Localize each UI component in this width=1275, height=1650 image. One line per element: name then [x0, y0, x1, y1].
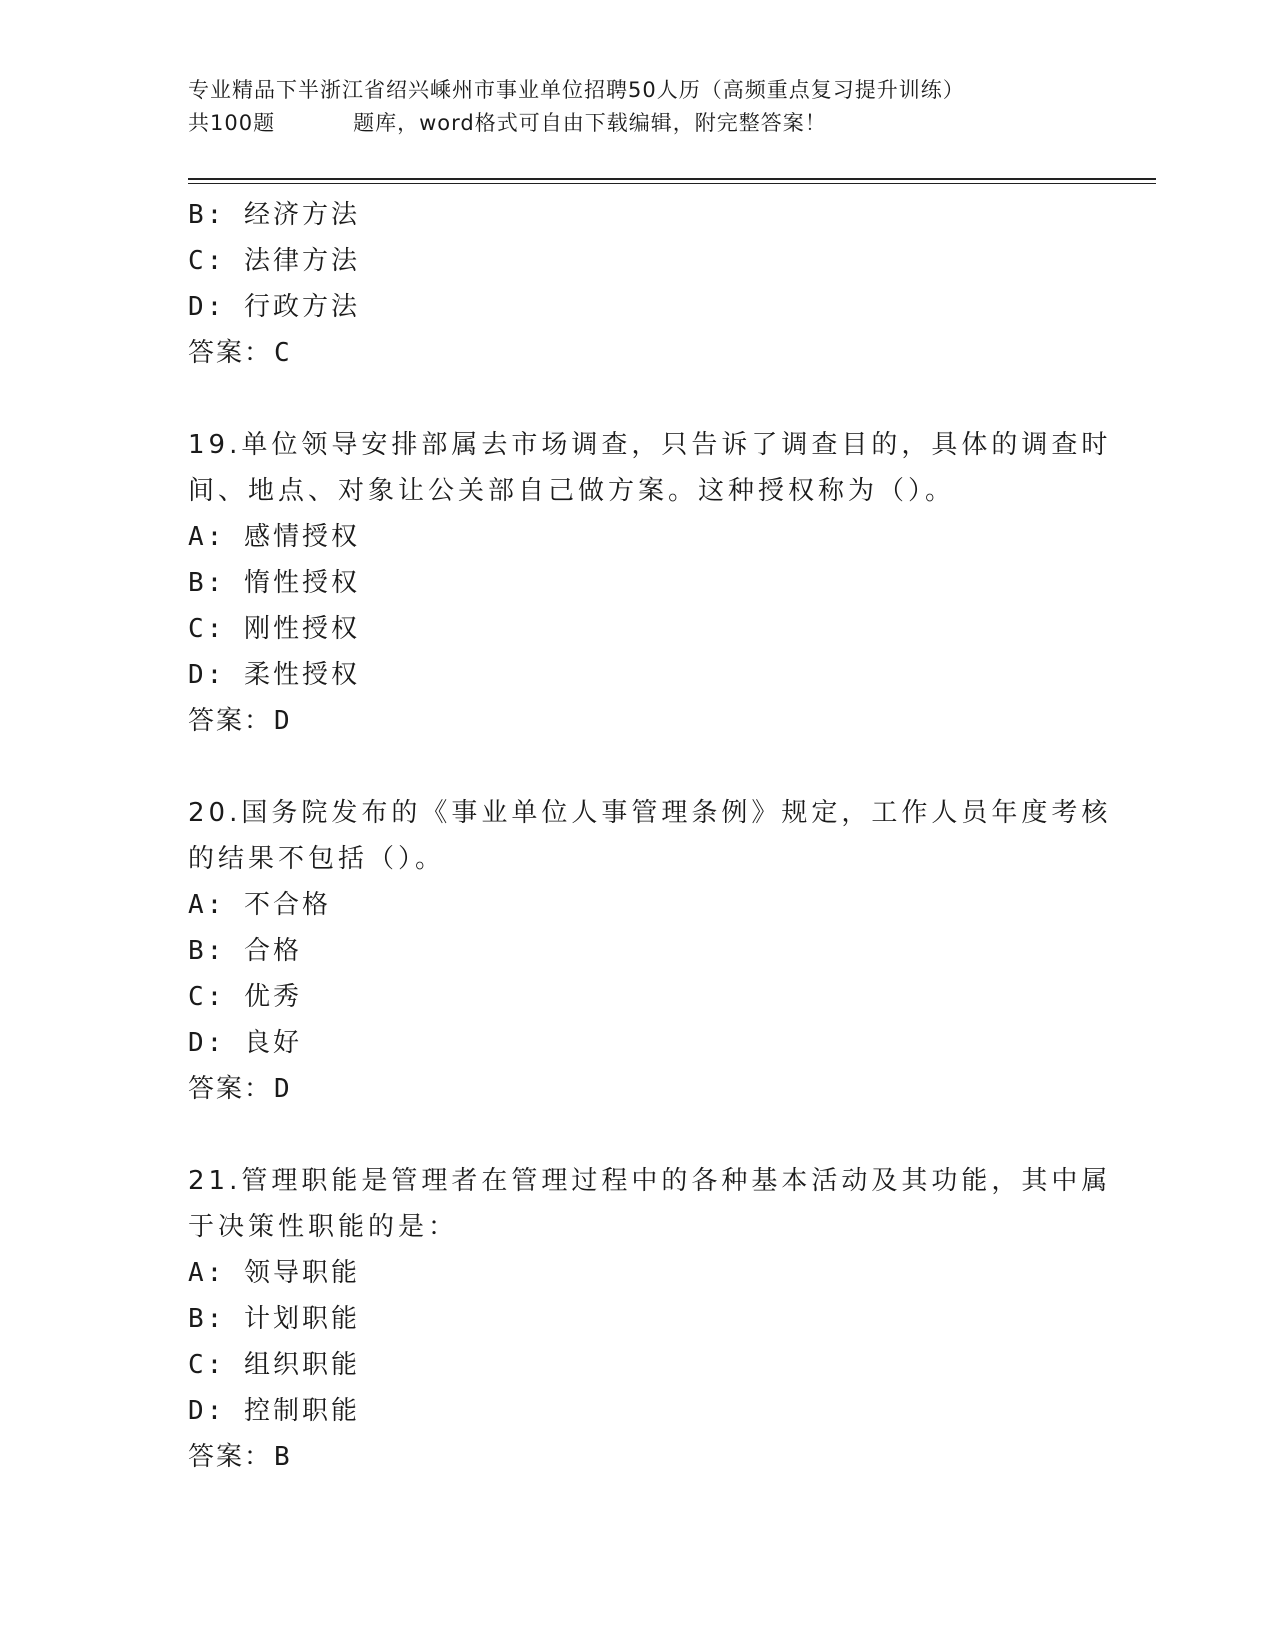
option-text: 柔性授权 — [243, 660, 360, 690]
question-list — [188, 192, 1112, 1480]
option-text: 经济方法 — [243, 200, 360, 230]
question-stem-line: 20.国务院发布的《事业单位人事管理条例》规定，工作人员年度考核 — [188, 798, 1112, 828]
option-line — [188, 1250, 1088, 1296]
option-line — [188, 238, 1088, 284]
answer-value: D — [274, 706, 292, 736]
header-question-count: 共100题 — [188, 111, 276, 135]
question-block-20 — [188, 790, 1112, 1112]
question-block-19 — [188, 422, 1112, 744]
option-line — [188, 1020, 1088, 1066]
option-label: D: — [188, 292, 244, 322]
option-label: C: — [188, 982, 244, 1012]
option-text: 刚性授权 — [243, 614, 360, 644]
option-label: B: — [188, 568, 244, 598]
option-text: 惰性授权 — [243, 568, 360, 598]
option-label: D: — [188, 1396, 244, 1426]
option-line — [188, 192, 1088, 238]
option-label: C: — [188, 614, 244, 644]
option-label: B: — [188, 200, 244, 230]
answer-label: 答案： — [188, 338, 273, 368]
option-text: 控制职能 — [243, 1396, 360, 1426]
question-stem-line: 19.单位领导安排部属去市场调查，只告诉了调查目的，具体的调查时 — [188, 430, 1112, 460]
option-label: A: — [188, 1258, 244, 1288]
option-label: B: — [188, 1304, 244, 1334]
option-label: B: — [188, 936, 244, 966]
option-text: 良好 — [243, 1028, 302, 1058]
answer-line — [188, 698, 1088, 744]
question-spacer — [188, 376, 1088, 422]
option-line — [188, 284, 1088, 330]
answer-value: C — [274, 338, 292, 368]
answer-value: D — [274, 1074, 292, 1104]
option-text: 法律方法 — [243, 246, 360, 276]
option-text: 合格 — [243, 936, 302, 966]
option-label: D: — [188, 1028, 244, 1058]
option-line — [188, 560, 1088, 606]
question-block-21 — [188, 1158, 1112, 1480]
option-text: 不合格 — [243, 890, 331, 920]
question-block-prev — [188, 192, 1088, 376]
question-spacer — [188, 1112, 1088, 1158]
answer-line — [188, 330, 1088, 376]
answer-value: B — [274, 1442, 292, 1472]
option-label: C: — [188, 246, 244, 276]
question-stem-line: 的结果不包括（）。 — [188, 844, 446, 874]
option-line — [188, 928, 1088, 974]
option-line — [188, 606, 1088, 652]
question-stem-line: 间、地点、对象让公关部自己做方案。这种授权称为（）。 — [188, 476, 956, 506]
question-stem-line: 于决策性职能的是： — [188, 1212, 459, 1242]
option-text: 感情授权 — [243, 522, 360, 552]
option-line — [188, 882, 1088, 928]
header-divider-thick — [188, 178, 1156, 180]
option-line — [188, 514, 1088, 560]
option-line — [188, 1296, 1088, 1342]
header-subtitle-line — [188, 107, 1168, 140]
document-header — [188, 74, 1168, 140]
header-divider-thin — [188, 183, 1156, 184]
option-label: C: — [188, 1350, 244, 1380]
answer-line — [188, 1066, 1088, 1112]
answer-label: 答案： — [188, 706, 273, 736]
header-gap — [275, 107, 353, 140]
option-text: 领导职能 — [243, 1258, 360, 1288]
option-label: A: — [188, 890, 244, 920]
answer-line — [188, 1434, 1088, 1480]
option-line — [188, 652, 1088, 698]
option-text: 计划职能 — [243, 1304, 360, 1334]
option-line — [188, 974, 1088, 1020]
header-description: 题库，word格式可自由下载编辑，附完整答案！ — [353, 111, 827, 135]
question-spacer — [188, 744, 1088, 790]
header-title-line: 专业精品下半浙江省绍兴嵊州市事业单位招聘50人历（高频重点复习提升训练） — [188, 78, 965, 102]
option-label: D: — [188, 660, 244, 690]
option-text: 行政方法 — [243, 292, 360, 322]
question-stem-line: 21.管理职能是管理者在管理过程中的各种基本活动及其功能，其中属 — [188, 1166, 1112, 1196]
option-label: A: — [188, 522, 244, 552]
option-line — [188, 1342, 1088, 1388]
option-line — [188, 1388, 1088, 1434]
answer-label: 答案： — [188, 1074, 273, 1104]
answer-label: 答案： — [188, 1442, 273, 1472]
option-text: 优秀 — [243, 982, 302, 1012]
option-text: 组织职能 — [243, 1350, 360, 1380]
